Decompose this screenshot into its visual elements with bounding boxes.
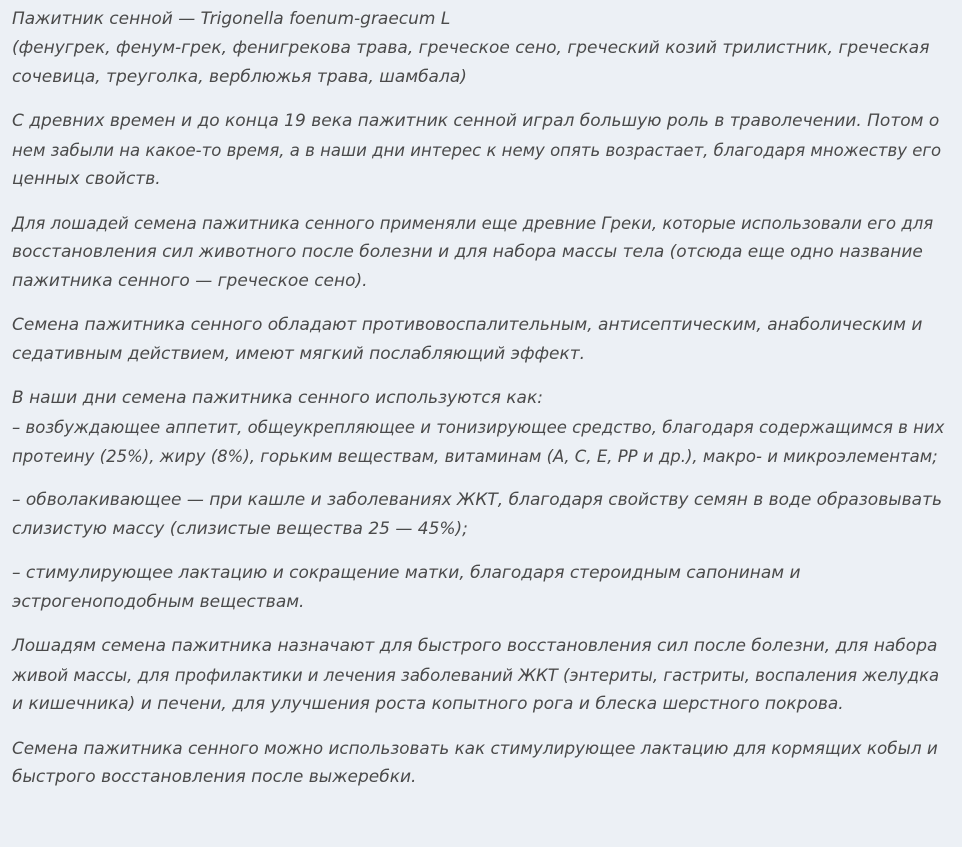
text-line: Для лошадей семена пажитника сенного применяли еще древние Греки, которые использовали его для xyxy=(12,214,934,233)
text-line: нем забыли на какое-то время, а в наши дни интерес к нему опять возрастает, благодаря множеству его xyxy=(12,141,942,160)
text-line: пажитника сенного — греческое сено). xyxy=(12,271,368,291)
text-line: ценных свойств. xyxy=(12,169,161,189)
plant-name-latin: Trigonella foenum-graecum L xyxy=(200,9,451,29)
text-line: и кишечника) и печени, для улучшения роста копытного рога и блеска шерстного покрова. xyxy=(12,694,844,714)
article-heading xyxy=(12,5,946,92)
paragraph-horses xyxy=(12,632,946,719)
paragraph-properties xyxy=(12,311,946,369)
paragraph-use-coating xyxy=(12,486,946,544)
text-line: В наши дни семена пажитника сенного используются как: xyxy=(12,388,543,408)
text-line: Семена пажитника сенного можно использовать как стимулирующее лактацию для кормящих кобыл и xyxy=(12,738,938,758)
text-line: слизистую массу (слизистые вещества 25 — 45%); xyxy=(12,519,468,539)
text-line: восстановления сил животного после болезни и для набора массы тела (отсюда еще одно название xyxy=(12,242,923,262)
paragraph-uses-intro xyxy=(12,384,946,471)
text-line: протеину (25%), жиру (8%), горьким веществам, витаминам (А, С, Е, РР и др.), макро- и микроэлементам; xyxy=(12,447,938,466)
text-line: – стимулирующее лактацию и сокращение матки, благодаря стероидным сапонинам и xyxy=(12,563,801,583)
paragraph-use-lactation xyxy=(12,559,946,617)
heading-title-line xyxy=(12,5,946,34)
text-line: Лошадям семена пажитника назначают для быстрого восстановления сил после болезни, для набора xyxy=(12,636,938,656)
text-line: живой массы, для профилактики и лечения заболеваний ЖКТ (энтериты, гастриты, воспаления желудка xyxy=(12,666,940,685)
synonyms-line: сочевица, треуголка, верблюжья трава, шамбала) xyxy=(12,67,467,87)
paragraph-greeks xyxy=(12,209,946,296)
text-line: С древних времен и до конца 19 века пажитник сенной играл большую роль в траволечении. Потом о xyxy=(12,111,940,131)
text-line: эстрогеноподобным веществам. xyxy=(12,592,305,612)
text-line: Семена пажитника сенного обладают противовоспалительным, антисептическим, анаболическим и xyxy=(12,315,923,335)
text-line: быстрого восстановления после выжеребки. xyxy=(12,767,417,787)
text-line: – обволакивающее — при кашле и заболеваниях ЖКТ, благодаря свойству семян в воде образовывать xyxy=(12,490,943,510)
plant-name-ru: Пажитник сенной — xyxy=(12,9,201,29)
paragraph-history xyxy=(12,107,946,194)
text-line: – возбуждающее аппетит, общеукрепляющее и тонизирующее средство, благодаря содержащимся в них xyxy=(12,418,945,437)
text-line: седативным действием, имеют мягкий послабляющий эффект. xyxy=(12,344,586,364)
synonyms-line: (фенугрек, фенум-грек, фенигрекова трава, греческое сено, греческий козий трилистник, греческая xyxy=(12,38,930,58)
paragraph-mares xyxy=(12,734,946,792)
